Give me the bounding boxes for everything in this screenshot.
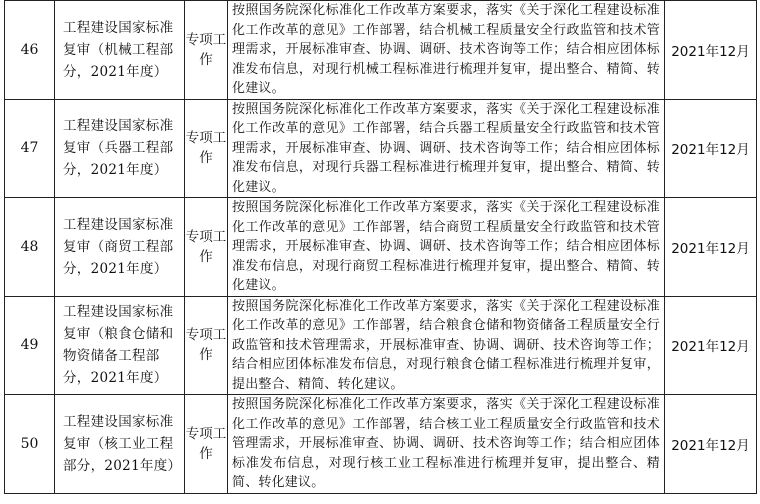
work-description: 按照国务院深化标准化工作改革方案要求，落实《关于深化工程建设标准化工作改革的意见》工作部署，结合机械工程质量安全行政监管和技术管理需求，开展标准审查、协调、调研、技术咨询等工作；结合相应团体标准发布信息，对现行机械工程标准进行梳理并复审，提出整合、精简、转化建议。 — [228, 1, 665, 100]
standards-review-table — [4, 0, 757, 494]
completion-date: 2021年12月 — [665, 395, 757, 494]
completion-date: 2021年12月 — [665, 296, 757, 395]
work-type: 专项工作 — [185, 198, 228, 297]
completion-date: 2021年12月 — [665, 99, 757, 198]
work-description: 按照国务院深化标准化工作改革方案要求，落实《关于深化工程建设标准化工作改革的意见》工作部署，结合核工业工程质量安全行政监管和技术管理需求，开展标准审查、协调、调研、技术咨询等工作；结合相应团体标准发布信息，对现行核工业工程标准进行梳理并复审，提出整合、精简、转化建议。 — [228, 395, 665, 494]
work-description: 按照国务院深化标准化工作改革方案要求，落实《关于深化工程建设标准化工作改革的意见》工作部署，结合兵器工程质量安全行政监管和技术管理需求，开展标准审查、协调、调研、技术咨询等工作；结合相应团体标准发布信息，对现行兵器工程标准进行梳理并复审，提出整合、精简、转化建议。 — [228, 99, 665, 198]
work-description: 按照国务院深化标准化工作改革方案要求，落实《关于深化工程建设标准化工作改革的意见》工作部署，结合粮食仓储和物资储备工程质量安全行政监管和技术管理需求，开展标准审查、协调、调研、技术咨询等工作；结合相应团体标准发布信息，对现行粮食仓储工程标准进行梳理并复审，提出整合、精简、转化建议。 — [228, 296, 665, 395]
work-type: 专项工作 — [185, 99, 228, 198]
table-row — [5, 395, 757, 494]
table-row — [5, 198, 757, 297]
completion-date: 2021年12月 — [665, 198, 757, 297]
row-number: 50 — [5, 395, 55, 494]
work-type: 专项工作 — [185, 395, 228, 494]
row-number: 47 — [5, 99, 55, 198]
table-row — [5, 296, 757, 395]
project-name: 工程建设国家标准复审（商贸工程部分，2021年度） — [55, 198, 185, 297]
table-row — [5, 1, 757, 100]
row-number: 46 — [5, 1, 55, 100]
table-row — [5, 99, 757, 198]
row-number: 49 — [5, 296, 55, 395]
work-type: 专项工作 — [185, 296, 228, 395]
project-name: 工程建设国家标准复审（机械工程部分，2021年度） — [55, 1, 185, 100]
project-name: 工程建设国家标准复审（粮食仓储和物资储备工程部分，2021年度） — [55, 296, 185, 395]
work-description: 按照国务院深化标准化工作改革方案要求，落实《关于深化工程建设标准化工作改革的意见》工作部署，结合商贸工程质量安全行政监管和技术管理需求，开展标准审查、协调、调研、技术咨询等工作；结合相应团体标准发布信息，对现行商贸工程标准进行梳理并复审，提出整合、精简、转化建议。 — [228, 198, 665, 297]
row-number: 48 — [5, 198, 55, 297]
project-name: 工程建设国家标准复审（核工业工程部分，2021年度） — [55, 395, 185, 494]
completion-date: 2021年12月 — [665, 1, 757, 100]
project-name: 工程建设国家标准复审（兵器工程部分，2021年度） — [55, 99, 185, 198]
work-type: 专项工作 — [185, 1, 228, 100]
